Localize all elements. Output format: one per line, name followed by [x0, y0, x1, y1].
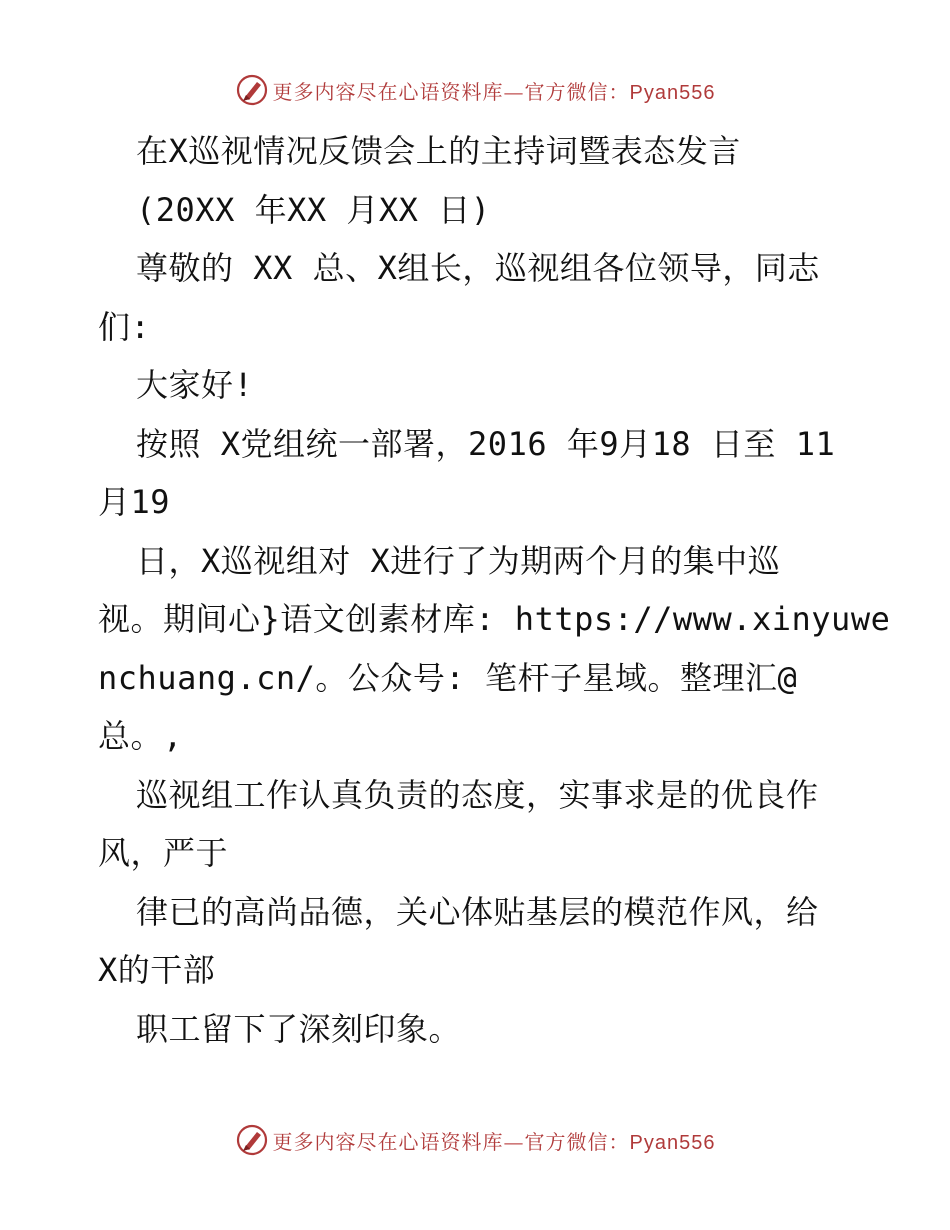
salutation-line: 尊敬的 XX 总、X组长，巡视组各位领导，同志 [136, 249, 820, 287]
paragraph-line: 月19 [98, 483, 171, 521]
document-date: (20XX 年XX 月XX 日) [136, 190, 491, 229]
banner-contact: 官方微信：Pyan556 [524, 81, 716, 104]
paragraph-line: nchuang.cn/。公众号: 笔杆子星域。整理汇@ [98, 658, 798, 697]
paragraph-line: 风，严于 [98, 834, 229, 872]
banner-separator: — [503, 79, 525, 104]
header-banner [0, 70, 950, 110]
salutation-cont-line: 们: [98, 307, 151, 346]
banner-text [273, 1126, 716, 1155]
paragraph-line: 职工留下了深刻印象。 [136, 1009, 462, 1048]
banner-contact: 官方微信：Pyan556 [524, 1131, 716, 1154]
document-title: 在X巡视情况反馈会上的主持词暨表态发言 [136, 132, 741, 170]
paragraph-line: 日，X巡视组对 X进行了为期两个月的集中巡 [136, 541, 781, 580]
paragraph-line: 律已的高尚品德，关心体贴基层的模范作风，给 [136, 892, 819, 931]
document-body [98, 122, 891, 1058]
pen-logo-icon [235, 73, 269, 107]
paragraph-line: 总。, [98, 717, 183, 755]
banner-slogan: 更多内容尽在心语资料库 [272, 1129, 504, 1154]
banner-separator: — [503, 1129, 525, 1154]
banner-slogan: 更多内容尽在心语资料库 [272, 79, 504, 104]
banner-text [273, 76, 716, 105]
paragraph-line: 巡视组工作认真负责的态度，实事求是的优良作 [136, 775, 819, 814]
footer-banner [0, 1120, 950, 1160]
paragraph-line: 视。期间心}语文创素材库: https://www.xinyuwe [98, 600, 891, 638]
paragraph-line: X的干部 [98, 951, 216, 989]
paragraph-line: 按照 X党组统一部署，2016 年9月18 日至 11 [136, 424, 836, 463]
pen-logo-icon [235, 1123, 269, 1157]
greeting-line: 大家好! [136, 366, 254, 404]
